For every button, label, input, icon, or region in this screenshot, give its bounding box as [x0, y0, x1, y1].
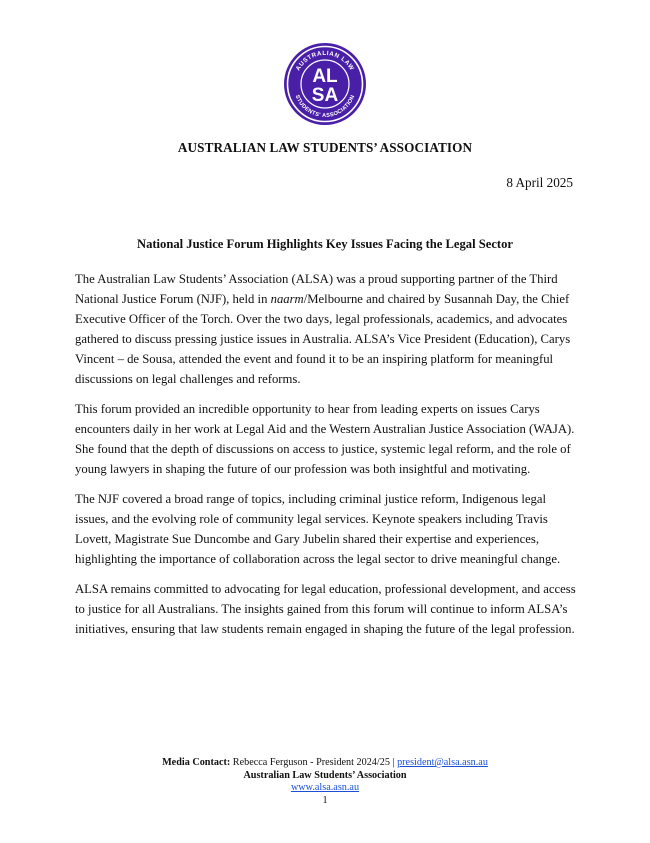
- paragraph-3: The NJF covered a broad range of topics, including criminal justice reform, Indigenous legal issues, and the evolving role of community legal services. Keynote speakers including Travis Lovett, Magistrate Sue Duncombe and Gary Jubelin shared their expertise and experiences, highlighting the importance of collaboration across the legal sector to drive meaningful change.: [75, 492, 561, 566]
- paragraph-1-end: /Melbourne and chaired by Susannah Day, the Chief Executive Officer of the Torch. Over the two days, legal professionals, academics, and advocates gathered to discuss pressing justice issues in Australia. ALSA’s Vice President (Education), Carys Vincent – de Sousa, attended the event and found it to be an inspiring platform for meaningful discussions on legal challenges and reforms.: [75, 292, 571, 386]
- alsa-logo: [283, 42, 367, 126]
- footer-organisation: Australian Law Students’ Association: [243, 769, 407, 781]
- footer: [0, 757, 650, 807]
- logo-text-line1: AL: [312, 66, 338, 87]
- logo-ring-top-text: AUSTRALIAN LAW: [294, 49, 356, 73]
- press-release-body: [75, 269, 577, 649]
- paragraph-1: [75, 269, 577, 389]
- page-number: 1: [322, 794, 328, 806]
- media-contact-text: Rebecca Ferguson - President 2024/25 |: [230, 757, 398, 768]
- logo-text-line2: SA: [311, 85, 339, 106]
- organisation-heading: AUSTRALIAN LAW STUDENTS’ ASSOCIATION: [177, 140, 473, 155]
- logo-ring-bottom-text: STUDENTS' ASSOCIATION: [293, 94, 357, 120]
- paragraph-1-start: The Australian Law Students’ Association (ALSA) was a proud supporting partner of the Third National Justice Forum (NJF), held in: [75, 272, 558, 306]
- release-date: 8 April 2025: [506, 175, 573, 190]
- press-release-title: National Justice Forum Highlights Key Issues Facing the Legal Sector: [136, 237, 514, 251]
- media-contact-label: Media Contact:: [162, 757, 231, 768]
- paragraph-4: ALSA remains committed to advocating for legal education, professional development, and access to justice for all Australians. The insights gained from this forum will continue to inform ALSA’s initiatives, ensuring that law students remain engaged in shaping the future of the legal profession.: [75, 582, 576, 636]
- place-name-naarm: naarm: [270, 292, 304, 306]
- alsa-logo-graphic: [283, 42, 367, 126]
- contact-email-link[interactable]: president@alsa.asn.au: [397, 757, 488, 768]
- website-link[interactable]: www.alsa.asn.au: [290, 782, 360, 793]
- paragraph-2: This forum provided an incredible opportunity to hear from leading experts on issues Carys encounters daily in her work at Legal Aid and the Western Australian Justice Association (WAJA). She found that the depth of discussions on access to justice, systemic legal reform, and the role of young lawyers in shaping the future of our profession was both insightful and motivating.: [75, 402, 575, 476]
- media-contact-line: [0, 757, 650, 770]
